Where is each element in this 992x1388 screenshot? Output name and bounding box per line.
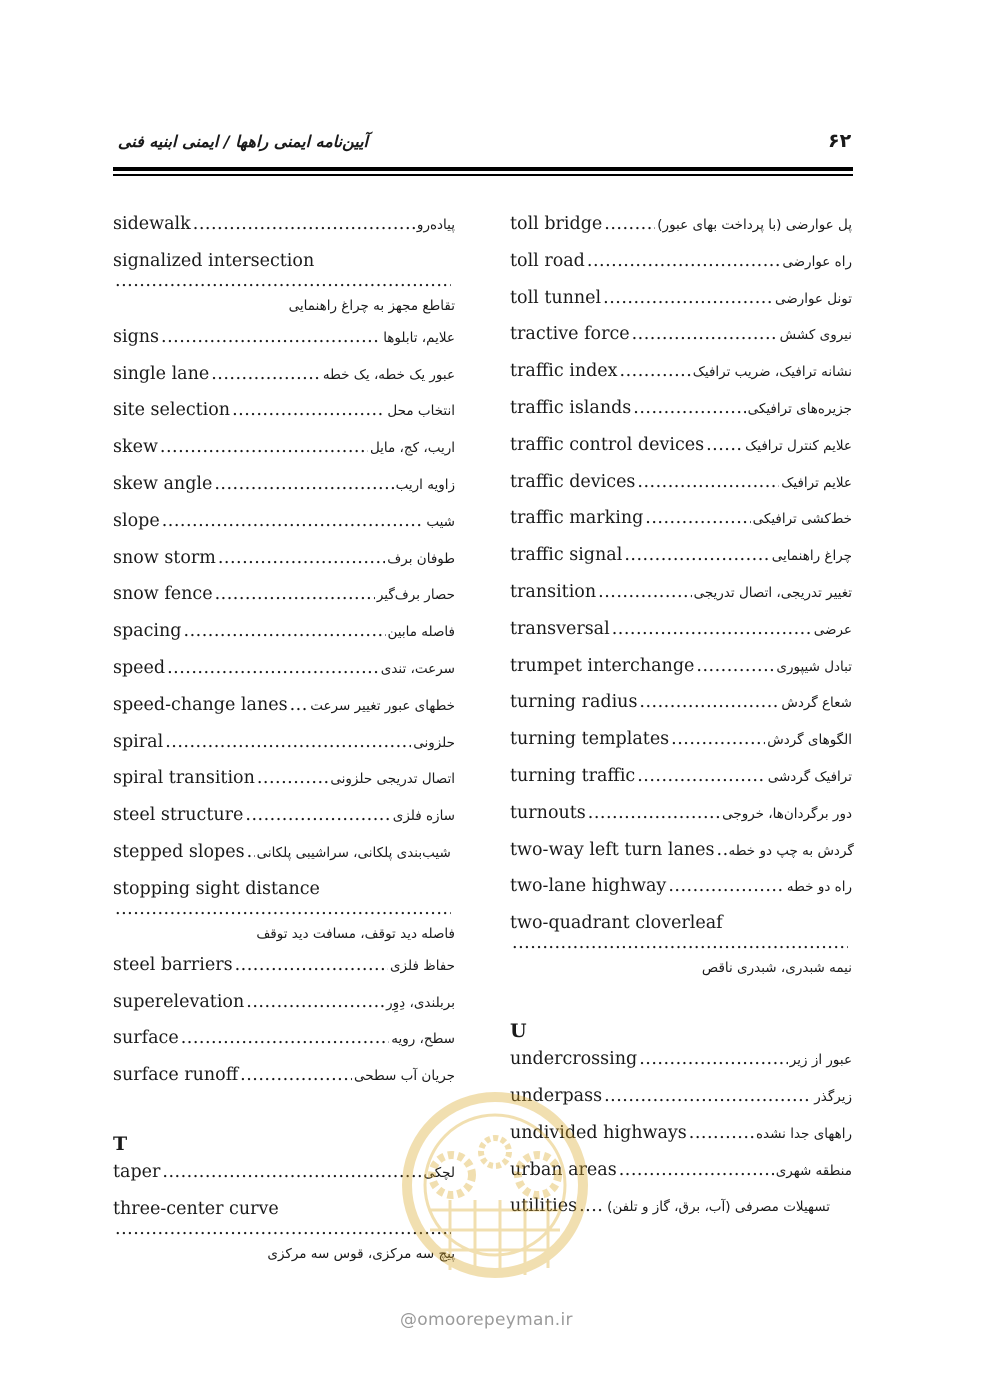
leader-dots	[235, 955, 388, 975]
glossary-entry	[510, 619, 852, 656]
term-fa: اریب، کج، مایل	[369, 440, 455, 457]
term-fa: راه دو خطه	[786, 879, 852, 896]
term-en: stopping sight distance	[113, 878, 320, 899]
term-en: snow fence	[113, 584, 213, 605]
leader-dots	[603, 288, 773, 308]
leader-dots	[706, 435, 743, 455]
leader-dots	[633, 398, 745, 418]
header-rule-thick	[113, 167, 853, 171]
leader-dots	[232, 400, 385, 420]
glossary-entry	[510, 840, 852, 877]
term-fa: انتخاب محل	[387, 403, 455, 420]
glossary-entry	[113, 327, 455, 364]
term-fa: عبور یک خطه، یک خطه	[322, 366, 455, 383]
glossary-right-column	[510, 214, 852, 1233]
term-fa: فاصله مابین	[387, 624, 455, 641]
glossary-entry	[113, 768, 455, 805]
term-en: urban areas	[510, 1159, 617, 1180]
term-fa: راههای جدا نشده	[755, 1125, 852, 1142]
leader-dots	[587, 251, 780, 271]
glossary-entry	[510, 1049, 852, 1086]
glossary-entry	[113, 584, 455, 621]
leader-dots	[240, 1065, 352, 1085]
glossary-entry	[113, 437, 455, 474]
term-fa: علایم کنترل ترافیک	[745, 437, 852, 454]
glossary-entry	[510, 508, 852, 545]
term-en: transition	[510, 581, 597, 602]
term-en: traffic islands	[510, 397, 632, 418]
term-fa: جزیره‌های ترافیکی	[747, 400, 852, 417]
term-en: skew	[113, 437, 158, 458]
term-fa: نیروی کشش	[779, 327, 852, 344]
term-en: turning traffic	[510, 765, 636, 786]
term-en: signalized intersection	[113, 250, 315, 271]
glossary-entry	[113, 1028, 455, 1065]
leader-dots	[624, 545, 769, 565]
term-en: undivided highways	[510, 1122, 687, 1143]
leader-dots	[637, 472, 779, 492]
term-en: speed-change lanes	[113, 694, 288, 715]
leader-dots	[161, 327, 381, 347]
glossary-entry	[113, 214, 455, 251]
glossary-entry	[510, 324, 852, 361]
leader-dots	[604, 1086, 812, 1106]
glossary-entry	[113, 251, 455, 327]
term-en: sidewalk	[113, 214, 191, 234]
term-en: single lane	[113, 363, 210, 384]
term-fa: نشانه ترافیک، ضریب ترافیک	[692, 364, 852, 381]
glossary-entry	[113, 364, 455, 401]
glossary-entry	[510, 472, 852, 509]
leader-dots	[246, 992, 384, 1012]
leader-dots	[167, 658, 379, 678]
term-en: signs	[113, 326, 160, 347]
term-fa: طوفان برف	[387, 550, 455, 567]
term-fa: الگوهای گردش	[767, 732, 852, 749]
term-fa: سطح، رویه	[391, 1031, 455, 1048]
glossary-entry	[510, 766, 852, 803]
term-fa: بربلندی، دِوِر	[386, 994, 455, 1011]
page-number: ۶۲	[828, 130, 852, 152]
glossary-entry	[510, 913, 852, 989]
glossary-entry	[510, 435, 852, 472]
term-fa: شیب‌بندی پلکانی، سراشیبی پلکانی	[256, 844, 451, 861]
leader-dots	[162, 511, 425, 531]
term-en: traffic marking	[510, 508, 644, 529]
section-heading-t: T	[113, 1132, 128, 1155]
leader-dots	[620, 361, 691, 381]
term-en: turning radius	[510, 692, 638, 713]
glossary-entry	[113, 732, 455, 769]
term-fa: زیرگذر	[814, 1088, 852, 1105]
term-fa: زاویه اریب	[395, 476, 455, 493]
glossary-entry	[113, 695, 455, 732]
term-fa: گردش به چپ دو خطه	[728, 842, 854, 859]
leader-dots	[290, 695, 309, 715]
term-en: toll road	[510, 250, 585, 271]
term-en: speed	[113, 657, 166, 678]
leader-dots	[612, 619, 812, 639]
term-fa: شعاع گردش	[781, 695, 852, 712]
glossary-entry	[510, 251, 852, 288]
leader-dots	[193, 214, 415, 234]
term-en: transversal	[510, 618, 610, 639]
leader-dots	[637, 766, 765, 786]
glossary-entry	[510, 398, 852, 435]
term-fa: علایم ترافیک	[781, 474, 852, 491]
glossary-entry	[510, 545, 852, 582]
glossary-entry	[510, 214, 852, 251]
term-fa: حفاظ فلزی	[389, 957, 455, 974]
glossary-entry	[113, 658, 455, 695]
term-en: trumpet interchange	[510, 655, 695, 676]
term-en: spiral transition	[113, 768, 255, 789]
term-en: superelevation	[113, 991, 245, 1012]
omoore-peyman-seal-icon	[390, 1090, 600, 1290]
leader-dots	[247, 842, 255, 862]
term-en: taper	[113, 1161, 161, 1182]
leader-dots	[668, 876, 785, 896]
term-en: snow storm	[113, 547, 216, 568]
term-en: spiral	[113, 731, 164, 752]
term-fa: سرعت، تندی	[380, 660, 455, 677]
glossary-entry	[113, 400, 455, 437]
header-rule-thin	[113, 174, 853, 176]
term-fa: دور برگردان‌ها، خروجی	[722, 805, 852, 822]
glossary-entry	[113, 955, 455, 992]
term-en: slope	[113, 510, 160, 531]
term-en: utilities	[510, 1196, 578, 1217]
term-en: surface	[113, 1028, 179, 1049]
term-fa: فاصله دید توقف، مسافت دید توقف	[256, 925, 455, 942]
website-watermark: @omoorepeyman.ir	[400, 1310, 573, 1330]
term-fa: پل عوارضی (با پرداخت بهای عبور)	[657, 217, 852, 233]
term-en: skew angle	[113, 473, 213, 494]
leader-dots	[619, 1160, 774, 1180]
term-fa: پیچ سه مرکزی، قوس سه مرکزی	[267, 1245, 455, 1262]
leader-dots	[639, 1049, 788, 1069]
leader-dots	[160, 437, 368, 457]
term-fa: حصار برف‌گیر	[376, 587, 455, 604]
glossary-entry	[510, 803, 852, 840]
glossary-entry	[113, 511, 455, 548]
leader-dots	[598, 582, 691, 602]
term-en: tractive force	[510, 324, 630, 345]
term-fa: حلزونی	[413, 734, 455, 751]
term-fa: عرضی	[813, 621, 852, 638]
term-fa: چراغ راهنمایی	[771, 548, 852, 565]
term-fa: علایم، تابلوها	[383, 329, 455, 346]
leader-dots	[245, 805, 390, 825]
term-en: traffic control devices	[510, 434, 705, 455]
glossary-entry	[113, 992, 455, 1029]
term-fa: سازه فلزی	[392, 808, 455, 825]
section-heading-u: U	[510, 1020, 527, 1043]
leader-dots	[162, 1162, 421, 1182]
term-fa: پیاده‌رو	[416, 217, 455, 233]
leader-dots	[184, 621, 386, 641]
glossary-entry	[510, 361, 852, 398]
term-fa: عبور از زیر	[789, 1052, 852, 1069]
leader-dots	[671, 729, 765, 749]
term-en: steel barriers	[113, 954, 233, 975]
leader-dots	[257, 768, 329, 788]
glossary-entry	[510, 656, 852, 693]
term-en: turnouts	[510, 802, 586, 823]
glossary-entry	[510, 692, 852, 729]
leader-dots	[181, 1028, 390, 1048]
term-fa: لچکی	[423, 1164, 455, 1181]
glossary-entry	[510, 729, 852, 766]
glossary-entry	[510, 288, 852, 325]
leader-dots	[165, 732, 411, 752]
term-en: toll bridge	[510, 214, 603, 234]
leader-dots	[115, 899, 451, 919]
glossary-entry	[113, 805, 455, 842]
term-en: two-quadrant cloverleaf	[510, 913, 723, 934]
term-en: stepped slopes	[113, 841, 245, 862]
glossary-entry	[113, 879, 455, 955]
leader-dots	[639, 692, 779, 712]
glossary-entry	[510, 582, 852, 619]
term-fa: تونل عوارضی	[774, 290, 852, 307]
term-en: steel structure	[113, 805, 244, 826]
leader-dots	[645, 508, 750, 528]
term-fa: تقاطع مجهز به چراغ راهنمایی	[288, 297, 455, 314]
glossary-entry	[510, 876, 852, 913]
term-en: underpass	[510, 1085, 603, 1106]
term-en: two-way left turn lanes	[510, 839, 715, 860]
term-fa: تبادل شیپوری	[776, 658, 852, 675]
term-en: undercrossing	[510, 1049, 638, 1070]
leader-dots	[215, 584, 375, 604]
leader-dots	[211, 364, 321, 384]
term-en: turning templates	[510, 729, 670, 750]
term-en: spacing	[113, 621, 182, 642]
glossary-entry	[113, 474, 455, 511]
leader-dots	[115, 271, 451, 291]
leader-dots	[604, 214, 655, 234]
term-fa: خطهای عبور تغییر سرعت	[310, 697, 455, 714]
term-fa: اتصال تدریجی حلزونی	[330, 771, 455, 788]
term-en: surface runoff	[113, 1065, 239, 1086]
term-fa: منطقه شهری	[775, 1162, 852, 1179]
term-en: traffic signal	[510, 545, 623, 566]
term-en: two-lane highway	[510, 876, 667, 897]
term-fa: خط‌کشی ترافیکی	[752, 511, 852, 528]
term-en: traffic devices	[510, 471, 636, 492]
leader-dots	[218, 548, 385, 568]
term-fa: راه عوارضی	[782, 253, 852, 270]
term-fa: نیمه شبدری، شبدری ناقص	[701, 960, 852, 977]
term-fa: تسهیلات مصرفی (آب، برق، گاز و تلفن)	[607, 1199, 831, 1216]
leader-dots	[689, 1123, 754, 1143]
leader-dots	[717, 840, 727, 860]
glossary-entry	[113, 842, 455, 879]
glossary-entry	[113, 621, 455, 658]
term-fa: شیب	[426, 513, 455, 530]
leader-dots	[588, 803, 720, 823]
term-en: site selection	[113, 400, 231, 421]
term-en: toll tunnel	[510, 287, 602, 308]
leader-dots	[214, 474, 393, 494]
glossary-entry	[113, 548, 455, 585]
leader-dots	[512, 933, 848, 953]
running-title: آیین‌نامه ایمنی راهها / ایمنی ابنیه فنی	[117, 132, 368, 151]
term-fa: تغییر تدریجی، اتصال تدریجی	[693, 584, 852, 601]
leader-dots	[632, 324, 778, 344]
term-en: three-center curve	[113, 1198, 279, 1219]
term-fa: جریان آب سطحی	[354, 1068, 455, 1085]
term-en: traffic index	[510, 361, 618, 382]
term-fa: ترافیک گردشی	[767, 768, 852, 785]
leader-dots	[696, 656, 774, 676]
